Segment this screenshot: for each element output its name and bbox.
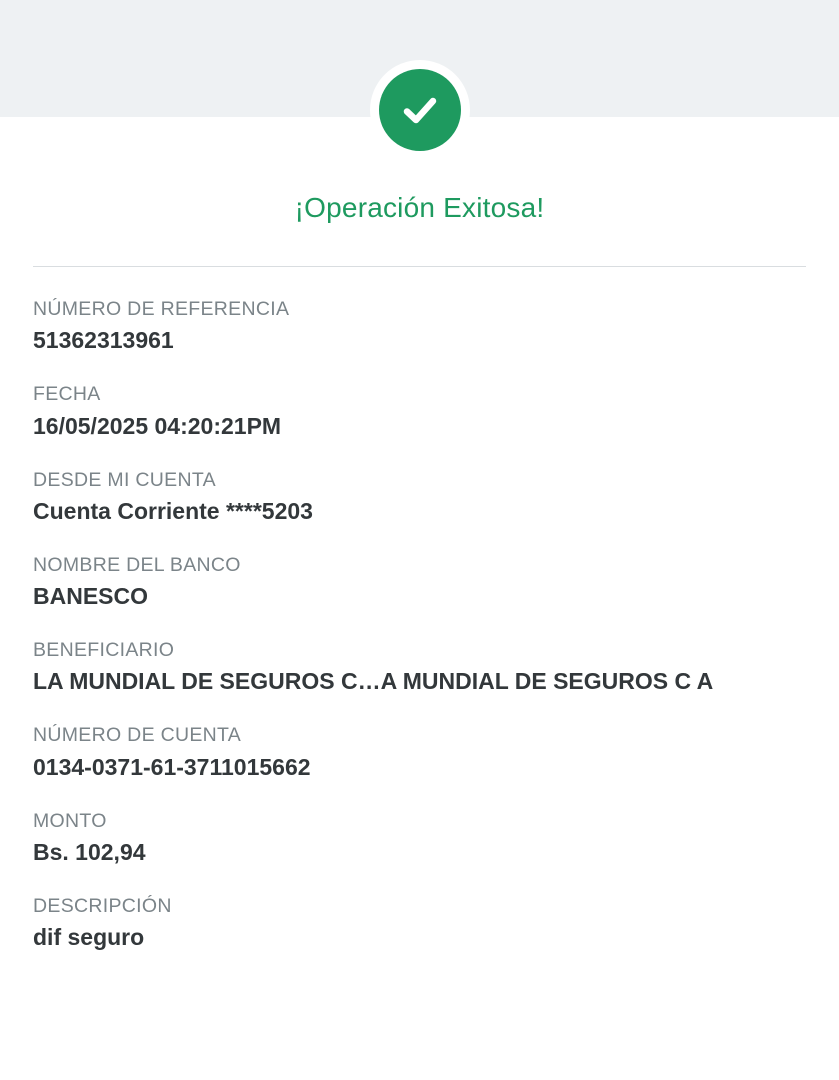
detail-row-beneficiary [33, 638, 806, 697]
detail-value: Cuenta Corriente ****5203 [33, 497, 313, 524]
detail-row-bank-name [33, 553, 806, 612]
detail-value: dif seguro [33, 924, 145, 951]
detail-label: NOMBRE DEL BANCO [33, 553, 241, 576]
detail-row-description [33, 894, 806, 953]
check-circle-icon [379, 69, 461, 151]
detail-row-date [33, 382, 806, 441]
detail-label: FECHA [33, 383, 101, 406]
page-title: ¡Operación Exitosa! [294, 192, 545, 223]
detail-row-amount [33, 809, 806, 868]
detail-row-reference [33, 297, 806, 356]
status-icon-badge [370, 60, 470, 160]
detail-row-account-number [33, 723, 806, 782]
detail-label: NÚMERO DE REFERENCIA [33, 298, 290, 320]
detail-value: 51362313961 [33, 327, 174, 354]
detail-label: MONTO [33, 809, 107, 832]
status-banner [0, 0, 839, 117]
detail-value: Bs. 102,94 [33, 838, 146, 865]
detail-value: LA MUNDIAL DE SEGUROS C…A MUNDIAL DE SEGUROS C A [33, 668, 714, 695]
detail-label: DESCRIPCIÓN [33, 894, 172, 917]
detail-value: 0134-0371-61-3711015662 [33, 753, 311, 780]
transaction-details [0, 267, 839, 953]
detail-label: NÚMERO DE CUENTA [33, 724, 242, 747]
detail-label: BENEFICIARIO [33, 639, 175, 662]
detail-value: BANESCO [33, 583, 149, 610]
detail-label: DESDE MI CUENTA [33, 468, 216, 491]
detail-value: 16/05/2025 04:20:21PM [33, 412, 282, 439]
detail-row-source-account [33, 468, 806, 527]
